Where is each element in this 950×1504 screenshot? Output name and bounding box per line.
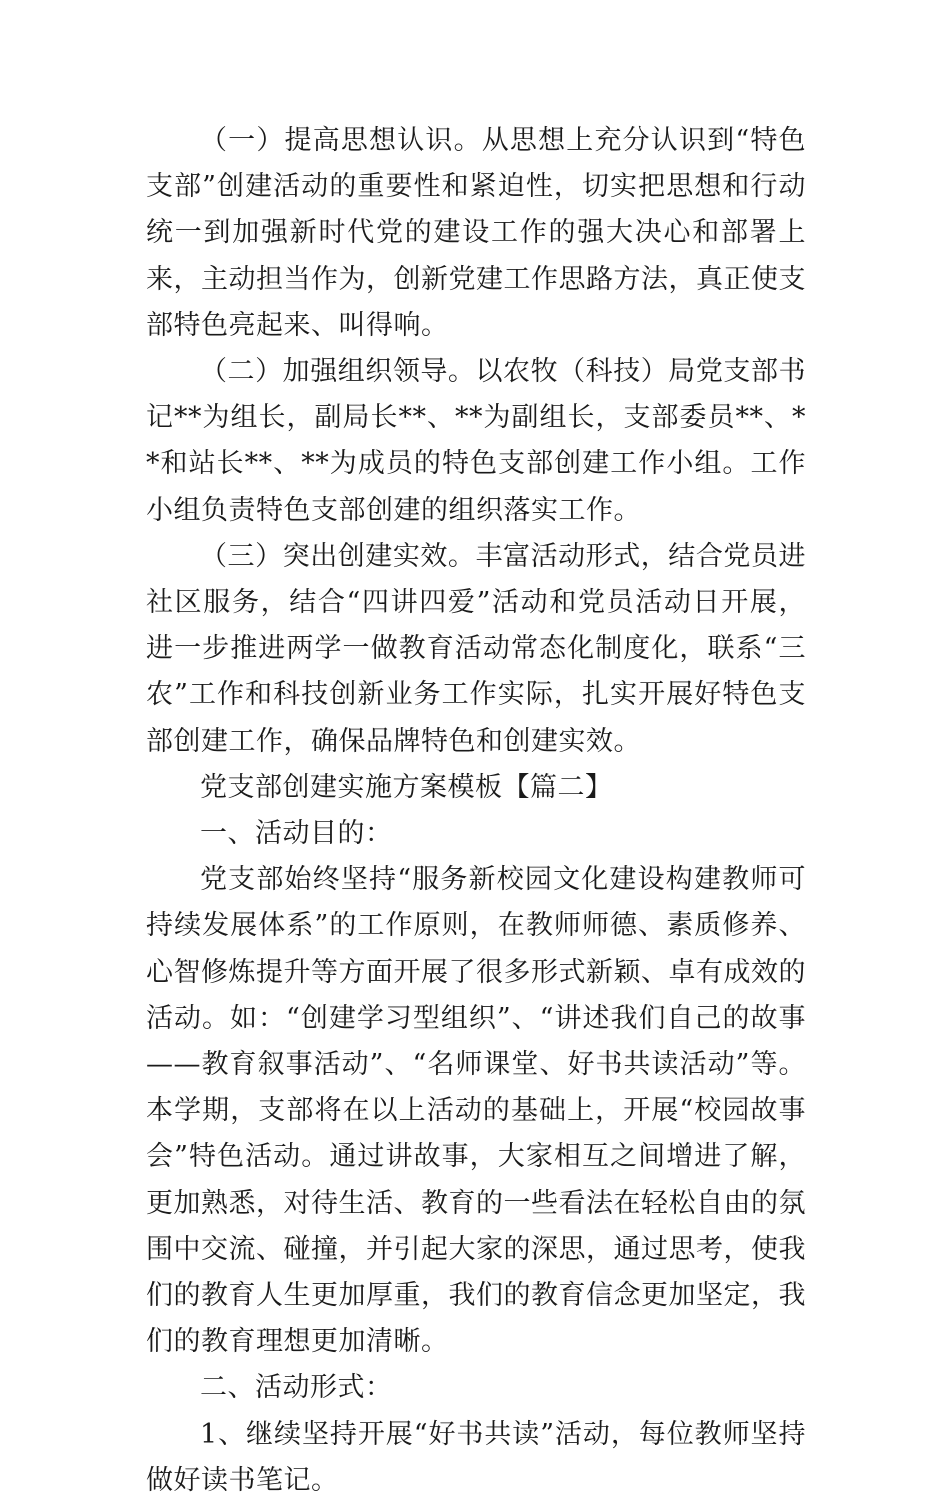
document-page (146, 118, 806, 1504)
paragraph-activity-purpose: 党支部始终坚持“服务新校园文化建设构建教师可持续发展体系”的工作原则，在教师师德、素质修养、心智修炼提升等方面开展了很多形式新颖、卓有成效的活动。如：“创建学习型组织”、“讲述我们自己的故事——教育叙事活动”、“名师课堂、好书共读活动”等。本学期，支部将在以上活动的基础上，开展“校园故事会”特色活动。通过讲故事，大家相互之间增进了解，更加熟悉，对待生活、教育的一些看法在轻松自由的氛围中交流、碰撞，并引起大家的深思，通过思考，使我们的教育人生更加厚重，我们的教育信念更加坚定，我们的教育理想更加清晰。 (146, 864, 806, 1358)
paragraph-organization-leadership: （二）加强组织领导。以农牧（科技）局党支部书记**为组长，副局长**、**为副组长，支部委员**、**和站长**、**为成员的特色支部创建工作小组。工作小组负责特色支部创建的组织落实工作。 (146, 356, 806, 526)
section-title-part-two: 党支部创建实施方案模板【篇二】 (200, 771, 613, 803)
paragraph-effectiveness: （三）突出创建实效。丰富活动形式，结合党员进社区服务，结合“四讲四爱”活动和党员活动日开展，进一步推进两学一做教育活动常态化制度化，联系“三农”工作和科技创新业务工作实际，扎实开展好特色支部创建工作，确保品牌特色和创建实效。 (146, 540, 806, 757)
heading-activity-form: 二、活动形式： (200, 1372, 393, 1404)
paragraph-activity-form-1: 1、继续坚持开展“好书共读”活动，每位教师坚持做好读书笔记。 (146, 1418, 806, 1496)
heading-activity-purpose: 一、活动目的： (200, 818, 393, 850)
paragraph-strengthen-thinking: （一）提高思想认识。从思想上充分认识到“特色支部”创建活动的重要性和紧迫性，切实把思想和行动统一到加强新时代党的建设工作的强大决心和部署上来，主动担当作为，创新党建工作思路方法，真正使支部特色亮起来、叫得响。 (146, 125, 806, 341)
